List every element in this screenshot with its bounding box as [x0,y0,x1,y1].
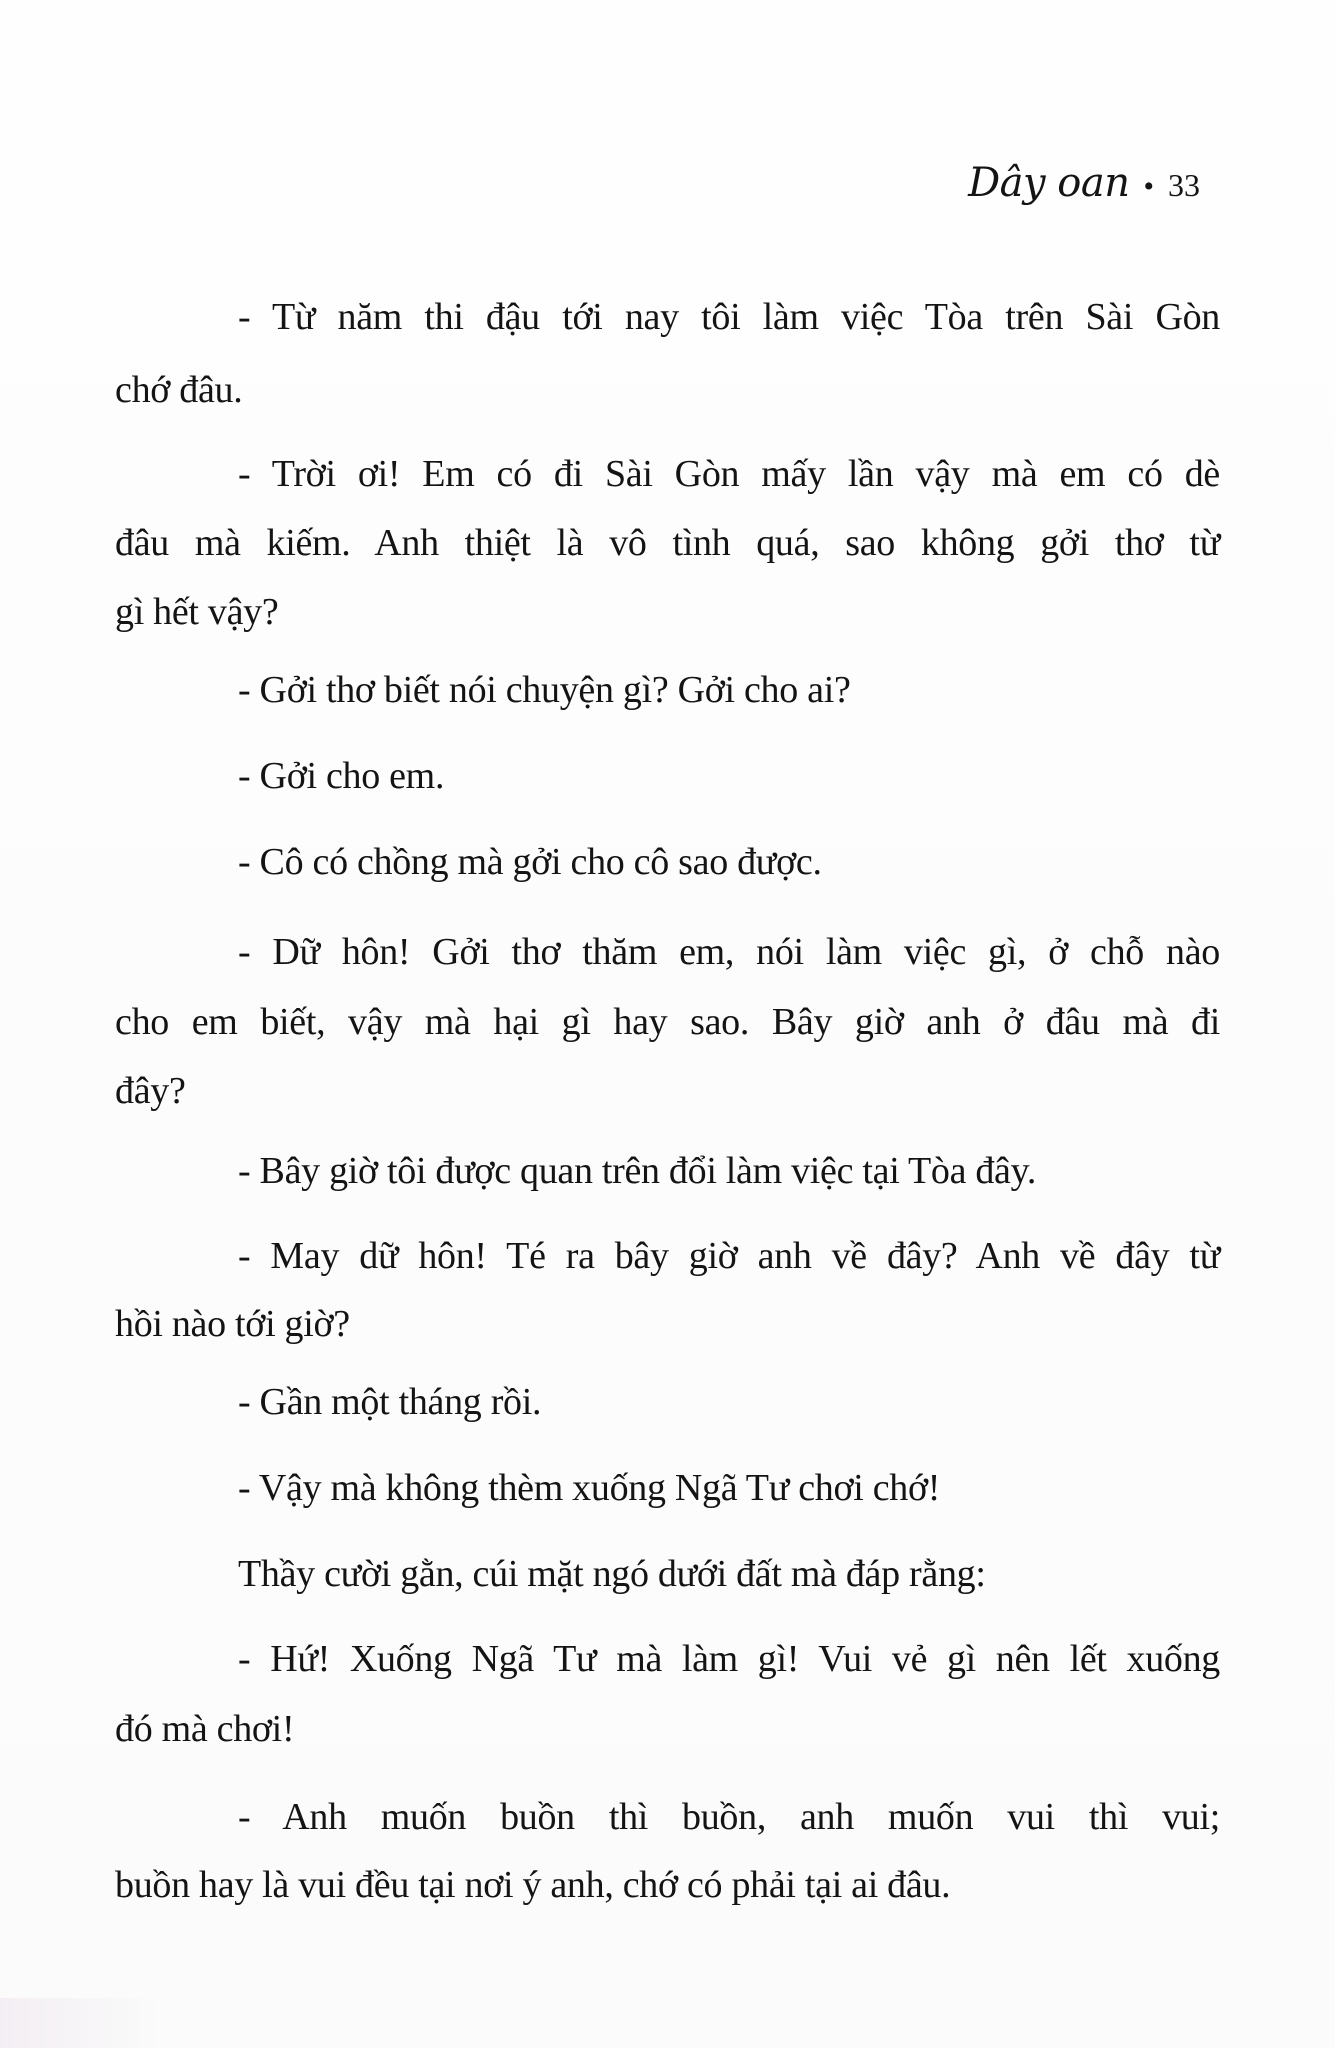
text-line: - Dữ hôn! Gởi thơ thăm em, nói làm việc gì, ở chỗ nào [238,931,1220,973]
text-line: hồi nào tới giờ? [115,1303,350,1345]
page-edge-shadow [0,1998,160,2048]
text-line: - Hứ! Xuống Ngã Tư mà làm gì! Vui vẻ gì nên lết xuống [238,1638,1220,1680]
text-line: - Từ năm thi đậu tới nay tôi làm việc Tòa trên Sài Gòn [238,296,1220,338]
text-line: Thầy cười gằn, cúi mặt ngó dưới đất mà đáp rằng: [238,1553,986,1595]
text-line: đó mà chơi! [115,1708,295,1750]
text-line: - Gởi cho em. [238,755,445,797]
text-line: - Gần một tháng rồi. [238,1381,542,1423]
running-title: Dây oan [968,160,1130,206]
text-line: - Cô có chồng mà gởi cho cô sao được. [238,841,822,883]
text-line: - Vậy mà không thèm xuống Ngã Tư chơi chớ! [238,1467,941,1509]
text-line: - Trời ơi! Em có đi Sài Gòn mấy lần vậy mà em có dè [238,453,1220,495]
text-line: đây? [115,1070,186,1112]
text-line: - Gởi thơ biết nói chuyện gì? Gởi cho ai? [238,669,851,711]
text-line: gì hết vậy? [115,591,279,633]
text-line: đâu mà kiếm. Anh thiệt là vô tình quá, sao không gởi thơ từ [115,522,1220,564]
text-line: buồn hay là vui đều tại nơi ý anh, chớ có phải tại ai đâu. [115,1864,951,1906]
text-line: cho em biết, vậy mà hại gì hay sao. Bây giờ anh ở đâu mà đi [115,1001,1220,1043]
header-separator: • [1143,170,1154,203]
text-line: chớ đâu. [115,369,243,411]
page-number: 33 [1168,167,1200,203]
text-line: - Bây giờ tôi được quan trên đổi làm việc tại Tòa đây. [238,1150,1037,1192]
running-header [968,160,1200,206]
text-line: - May dữ hôn! Té ra bây giờ anh về đây? Anh về đây từ [238,1235,1220,1277]
text-line: - Anh muốn buồn thì buồn, anh muốn vui thì vui; [238,1796,1220,1838]
